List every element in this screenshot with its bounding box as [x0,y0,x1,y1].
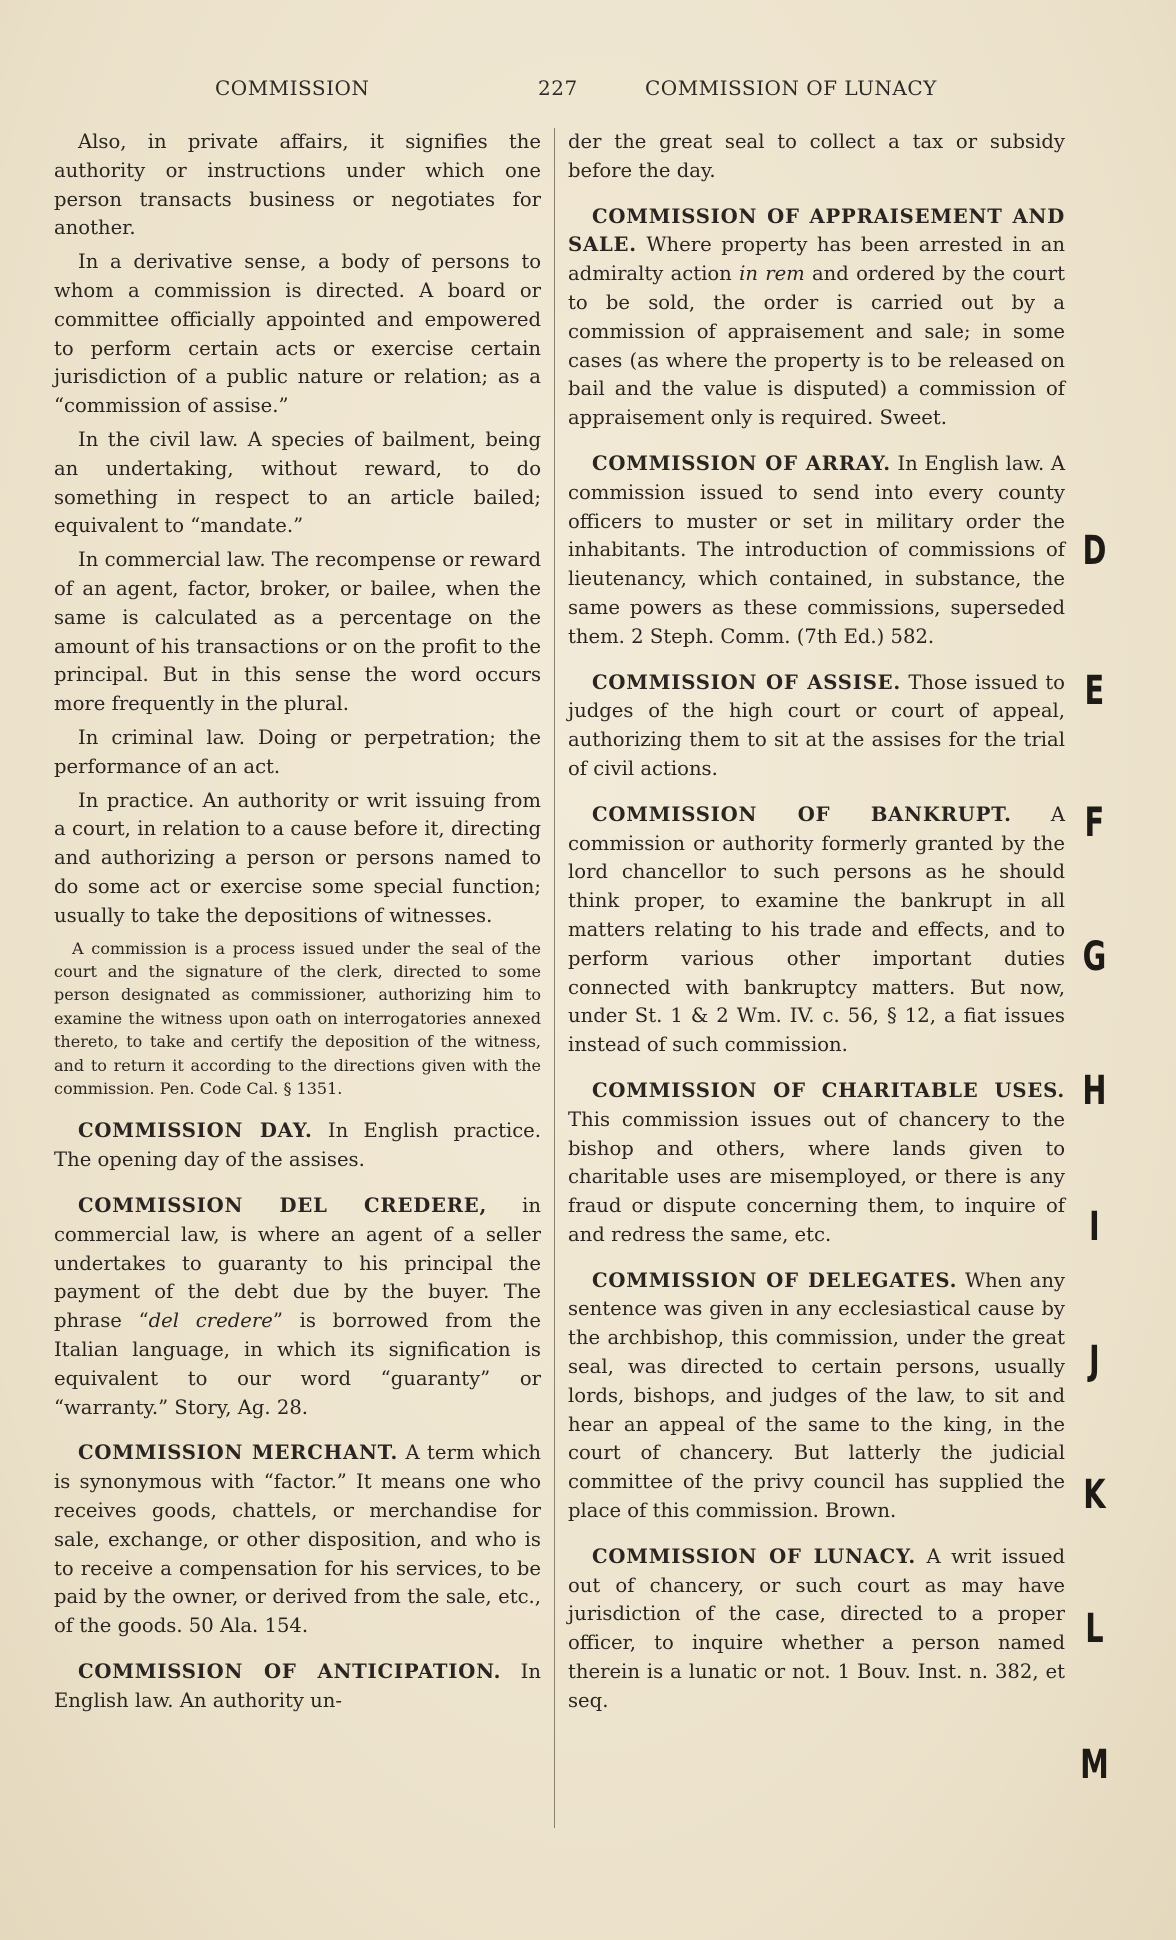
entry-commission-of-array [568,450,1065,652]
paragraph-derivative-sense: In a derivative sense, a body of persons to whom a commission is directed. A board or committee officially appointed and empowered to perform certain acts or exercise certain jurisdiction of a public nature or relation; as a “commission of assise.” [54,250,541,418]
italic-term: del credere [148,1309,273,1333]
thumb-tab-f[interactable]: F [1084,800,1105,846]
entry-charitable-uses [568,1077,1065,1250]
paragraph-private-affairs: Also, in private affairs, it signifies the authority or instructions under which one person transacts business or negotiates for another. [54,130,541,240]
thumb-tab-j[interactable]: J [1089,1338,1100,1384]
definition: When any sentence was given in any ecclesiastical cause by the archbishop, this commission, under the great seal, was directed to certain persons, usually lords, bishops, and judges of the law, to sit and hear an appeal of the same to the king, in the court of chancery. But latterly the judicial committee of the privy council has supplied the place of this commission. Brown. [568,1268,1066,1523]
thumb-tab-l[interactable]: L [1085,1606,1104,1652]
definition: In English practice. The opening day of the assises. [54,1119,542,1172]
headword: COMMISSION DAY. [78,1119,313,1143]
entry-commission-of-delegates [568,1267,1065,1526]
headword: COMMISSION OF CHARITABLE USES. [592,1078,1065,1102]
page-number: 227 [538,76,578,100]
headword: COMMISSION OF ARRAY. [592,451,891,475]
entry-appraisement-and-sale [568,203,1065,433]
paragraph-civil-law: In the civil law. A species of bailment, being an undertaking, without reward, to do something in respect to an article bailed; equivalent to “mandate.” [54,427,541,538]
definition: In English law. A commission issued to send into every county officers to muster or set in military order the inhabitants. The introduction of commissions of lieutenancy, which contained, in substance, the same powers as these commissions, superseded them. 2 Steph. Comm. (7th Ed.) 582. [568,451,1065,648]
paragraph-practice: In practice. An authority or writ issuing from a court, in relation to a cause before it, directing and authorizing a person or persons named to do some act or exercise some special function; usually to take the depositions of witnesses. [54,788,541,927]
paragraph-commercial-law: In commercial law. The recompense or reward of an agent, factor, broker, or bailee, when the same is calculated as a percentage on the amount of his transactions or on the profit to the principal. But in this sense the word occurs more frequently in the plural. [54,548,541,716]
headword: COMMISSION OF APPRAISEMENT AND SALE. [568,204,1065,257]
thumb-tab-g[interactable]: G [1082,934,1107,980]
definition: in commercial law, is where an agent of a seller undertakes to guaranty to his principal the payment of the debt due by the buyer. The phrase “ [54,1193,541,1333]
thumb-index [1080,0,1140,1940]
thumb-tab-m[interactable]: M [1080,1742,1109,1788]
thumb-tab-h[interactable]: H [1082,1068,1107,1114]
headword: COMMISSION MERCHANT. [78,1441,399,1465]
thumb-tab-k[interactable]: K [1083,1472,1106,1518]
note-paragraph: A commission is a process issued under the seal of the court and the signature of the clerk, directed to some person designated as commissioner, authorizing him to examine the witness upon oath on interrogatories annexed thereto, to take and certify the deposition of the witness, and to return it according to the directions given with the commission. Pen. Code Cal. § 1351. [54,938,541,1098]
entry-commission-of-assise [568,669,1065,784]
definition: This commission issues out of chancery to the bishop and others, where lands given to charitable uses are misemployed, or there is any fraud or dispute concerning them, to inquire of and redress the same, etc. [568,1107,1065,1246]
definition: A term which is synonymous with “factor.” It means one who receives goods, chattels, or merchandise for sale, exchange, or other disposition, and who is to receive a compensation for his services, to be paid by the owner, or derived from the sale, etc., of the goods. 50 Ala. 154. [54,1441,541,1638]
italic-term: in rem [739,262,805,286]
header-right-guide-word: COMMISSION OF LUNACY [645,76,937,100]
entry-commission-del-credere [54,1192,541,1422]
headword: COMMISSION OF DELEGATES. [592,1268,958,1292]
headword: COMMISSION OF LUNACY. [592,1544,916,1568]
definition: A writ issued out of chancery, or such court as may have jurisdiction of the case, directed to a proper officer, to inquire whether a person named therein is a lunatic or not. 1 Bouv. Inst. n. 382, et seq. [568,1544,1065,1712]
entry-commission-day [54,1117,541,1175]
definition: Those issued to judges of the high court or court of appeal, authorizing them to sit at the assises for the trial of civil actions. [568,670,1065,780]
headword: COMMISSION OF BANKRUPT. [592,802,1012,826]
definition: Where property has been arrested in an admiralty action [568,233,1066,286]
thumb-tab-e[interactable]: E [1084,668,1105,714]
definition: In English law. An authority un- [54,1659,541,1712]
thumb-tab-i[interactable]: I [1089,1204,1100,1250]
headword: COMMISSION DEL CREDERE, [78,1193,488,1217]
running-head [0,76,1176,106]
header-left-guide-word: COMMISSION [215,76,370,100]
definition-continued: ” is borrowed from the Italian language, in which its signification is equivalent to our word “guaranty” or “warranty.” Story, Ag. 28. [54,1309,541,1419]
column-divider [554,128,555,1828]
definition: A commission or authority formerly granted by the lord chancellor to such persons as he should think proper, to examine the bankrupt in all matters relating to his trade and effects, and to perform various other important duties connected with bankruptcy matters. But now, under St. 1 & 2 Wm. IV. c. 56, § 12, a fiat issues instead of such commission. [568,802,1065,1057]
left-column [54,128,541,1721]
paragraph-criminal-law: In criminal law. Doing or perpetration; the performance of an act. [54,725,541,778]
entry-commission-of-bankrupt [568,801,1065,1060]
entry-commission-of-lunacy [568,1543,1065,1716]
definition-continued: and ordered by the court to be sold, the order is carried out by a commission of appraisement and sale; in some cases (as where the property is to be released on bail and the value is disputed) a commission of appraisement only is required. Sweet. [568,262,1066,430]
headword: COMMISSION OF ANTICIPATION. [78,1659,502,1683]
entry-commission-of-anticipation [54,1658,541,1716]
headword: COMMISSION OF ASSISE. [592,670,902,694]
right-column [568,128,1065,1721]
entry-commission-merchant [54,1439,541,1641]
continued-text: der the great seal to collect a tax or subsidy before the day. [568,130,1065,182]
thumb-tab-d[interactable]: D [1082,528,1107,574]
